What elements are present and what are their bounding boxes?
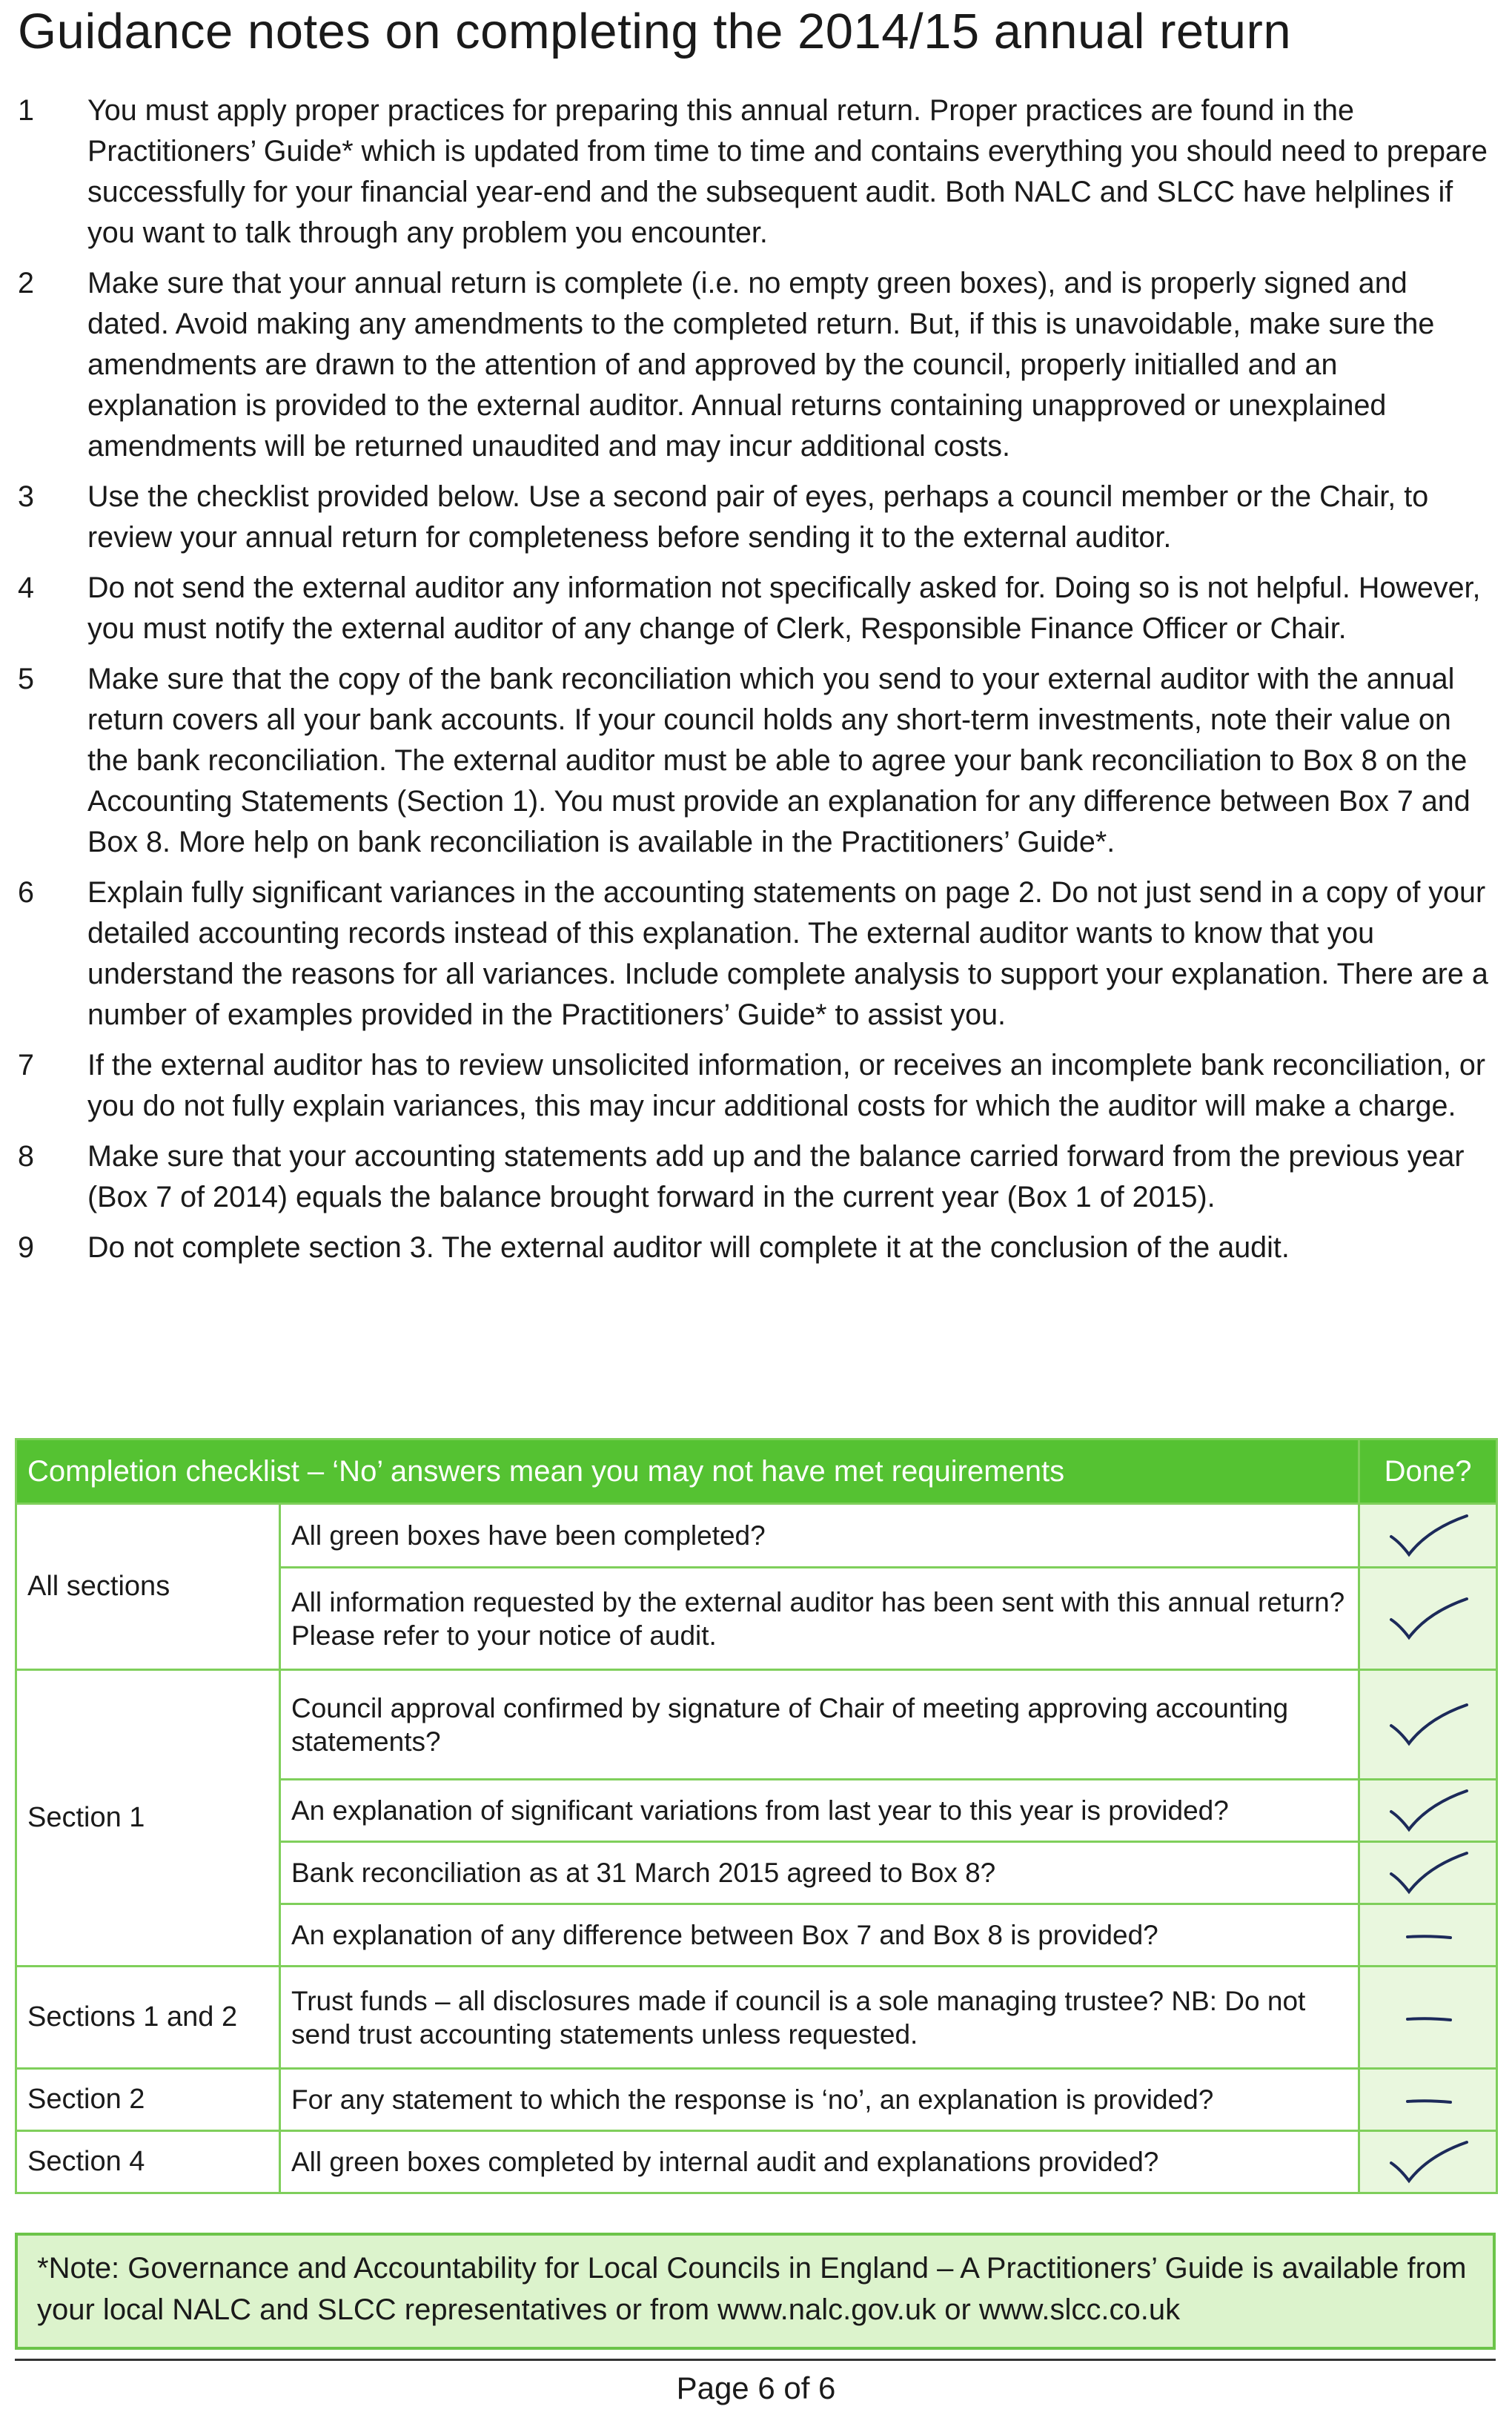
checklist-question: Council approval confirmed by signature of Chair of meeting approving accounting statements? [280,1670,1359,1780]
done-cell[interactable] [1359,1504,1497,1568]
section-label: All sections [16,1504,280,1670]
note-item [18,1136,1494,1218]
note-text: Use the checklist provided below. Use a second pair of eyes, perhaps a council member or the Chair, to review your annual return for completeness before sending it to the external auditor. [87,480,1429,554]
note-item [18,872,1494,1036]
note-text: Make sure that your annual return is complete (i.e. no empty green boxes), and is properly signed and dated. Avoid making any amendments to the completed return. But, if this is unavoidable, make sure the amendments are drawn to the attention of and approved by the council, properly initialled and an explanation is provided to the external auditor. Annual returns containing unapproved or unexplained amendments will be returned unaudited and may incur additional costs. [87,267,1435,463]
done-cell[interactable] [1359,1568,1497,1670]
note-text: Do not complete section 3. The external auditor will complete it at the conclusion of the audit. [87,1231,1290,1264]
note-number: 9 [18,1231,34,1264]
page-title: Guidance notes on completing the 2014/15 annual return [18,4,1292,59]
tick-icon [1384,1593,1473,1645]
dash-icon [1384,2003,1473,2033]
footnote-box: *Note: Governance and Accountability for Local Councils in England – A Practitioners’ Guide is available from your local NALC and SLCC representatives or from www.nalc.gov.uk or www.slcc.co.uk [15,2233,1496,2350]
note-text: Explain fully significant variances in the accounting statements on page 2. Do not just send in a copy of your detailed accounting records instead of this explanation. The external auditor wants to know that you understand the reasons for all variances. Include complete analysis to support your explanation. There are a number of examples provided in the Practitioners’ Guide* to assist you. [87,876,1488,1031]
note-number: 3 [18,480,34,513]
tick-icon [1384,1847,1473,1899]
note-text: You must apply proper practices for preparing this annual return. Proper practices are found in the Practitioners’ Guide* which is updated from time to time and contains everything you should need to prepare successfully for your financial year-end and the subsequent audit. Both NALC and SLCC have helplines if you want to talk through any problem you encounter. [87,94,1488,249]
section-label: Section 2 [16,2069,280,2131]
note-number: 1 [18,94,34,127]
note-item [18,90,1494,254]
checklist-row [16,1504,1497,1568]
footer-rule [15,2359,1496,2361]
note-item [18,1045,1494,1127]
note-text: Do not send the external auditor any information not specifically asked for. Doing so is not helpful. However, you must notify the external auditor of any change of Clerk, Responsible Finance Officer or Chair. [87,572,1481,645]
note-number: 8 [18,1140,34,1173]
section-label: Sections 1 and 2 [16,1967,280,2069]
note-number: 6 [18,876,34,909]
done-cell[interactable] [1359,1842,1497,1904]
note-item [18,1228,1494,1268]
checklist-question: Trust funds – all disclosures made if council is a sole managing trustee? NB: Do not send trust accounting statements unless requested. [280,1967,1359,2069]
note-item [18,659,1494,863]
checklist-question: Bank reconciliation as at 31 March 2015 agreed to Box 8? [280,1842,1359,1904]
note-number: 5 [18,663,34,695]
checklist-header: Completion checklist – ‘No’ answers mean you may not have met requirements [16,1440,1359,1504]
checklist-question: For any statement to which the response is ‘no’, an explanation is provided? [280,2069,1359,2131]
note-text: Make sure that the copy of the bank reconciliation which you send to your external auditor with the annual return covers all your bank accounts. If your council holds any short-term investments, note their value on the bank reconciliation. The external auditor must be able to agree your bank reconciliation to Box 8 on the Accounting Statements (Section 1). You must provide an explanation for any difference between Box 7 and Box 8. More help on bank reconciliation is available in the Practitioners’ Guide*. [87,663,1470,858]
done-header: Done? [1359,1440,1497,1504]
section-label: Section 4 [16,2131,280,2193]
dash-icon [1384,2085,1473,2115]
tick-icon [1384,1510,1473,1562]
note-item [18,263,1494,467]
dash-icon [1384,1921,1473,1950]
tick-icon [1384,1785,1473,1837]
checklist-row [16,1967,1497,2069]
done-cell[interactable] [1359,1670,1497,1780]
note-text: Make sure that your accounting statements add up and the balance carried forward from the previous year (Box 7 of 2014) equals the balance brought forward in the current year (Box 1 of 2015). [87,1140,1465,1213]
done-cell[interactable] [1359,2131,1497,2193]
guidance-notes [18,90,1494,1278]
checklist-question: All green boxes have been completed? [280,1504,1359,1568]
done-cell[interactable] [1359,2069,1497,2131]
checklist-question: An explanation of significant variations from last year to this year is provided? [280,1780,1359,1842]
checklist-question: All green boxes completed by internal audit and explanations provided? [280,2131,1359,2193]
done-cell[interactable] [1359,1904,1497,1967]
section-label: Section 1 [16,1670,280,1967]
done-cell[interactable] [1359,1780,1497,1842]
note-text: If the external auditor has to review unsolicited information, or receives an incomplete bank reconciliation, or you do not fully explain variances, this may incur additional costs for which the auditor will make a charge. [87,1049,1486,1122]
checklist-question: An explanation of any difference between Box 7 and Box 8 is provided? [280,1904,1359,1967]
note-number: 2 [18,267,34,299]
checklist-row [16,2131,1497,2193]
page-number: Page 6 of 6 [676,2371,836,2405]
tick-icon [1384,2136,1473,2188]
completion-checklist [15,1438,1498,2194]
tick-icon [1384,1699,1473,1751]
checklist-header-row [16,1440,1497,1504]
checklist-question: All information requested by the external auditor has been sent with this annual return? Please refer to your notice of audit. [280,1568,1359,1670]
checklist-row [16,1670,1497,1780]
done-cell[interactable] [1359,1967,1497,2069]
note-number: 7 [18,1049,34,1081]
note-item [18,477,1494,558]
note-number: 4 [18,572,34,604]
checklist-row [16,2069,1497,2131]
note-item [18,568,1494,649]
